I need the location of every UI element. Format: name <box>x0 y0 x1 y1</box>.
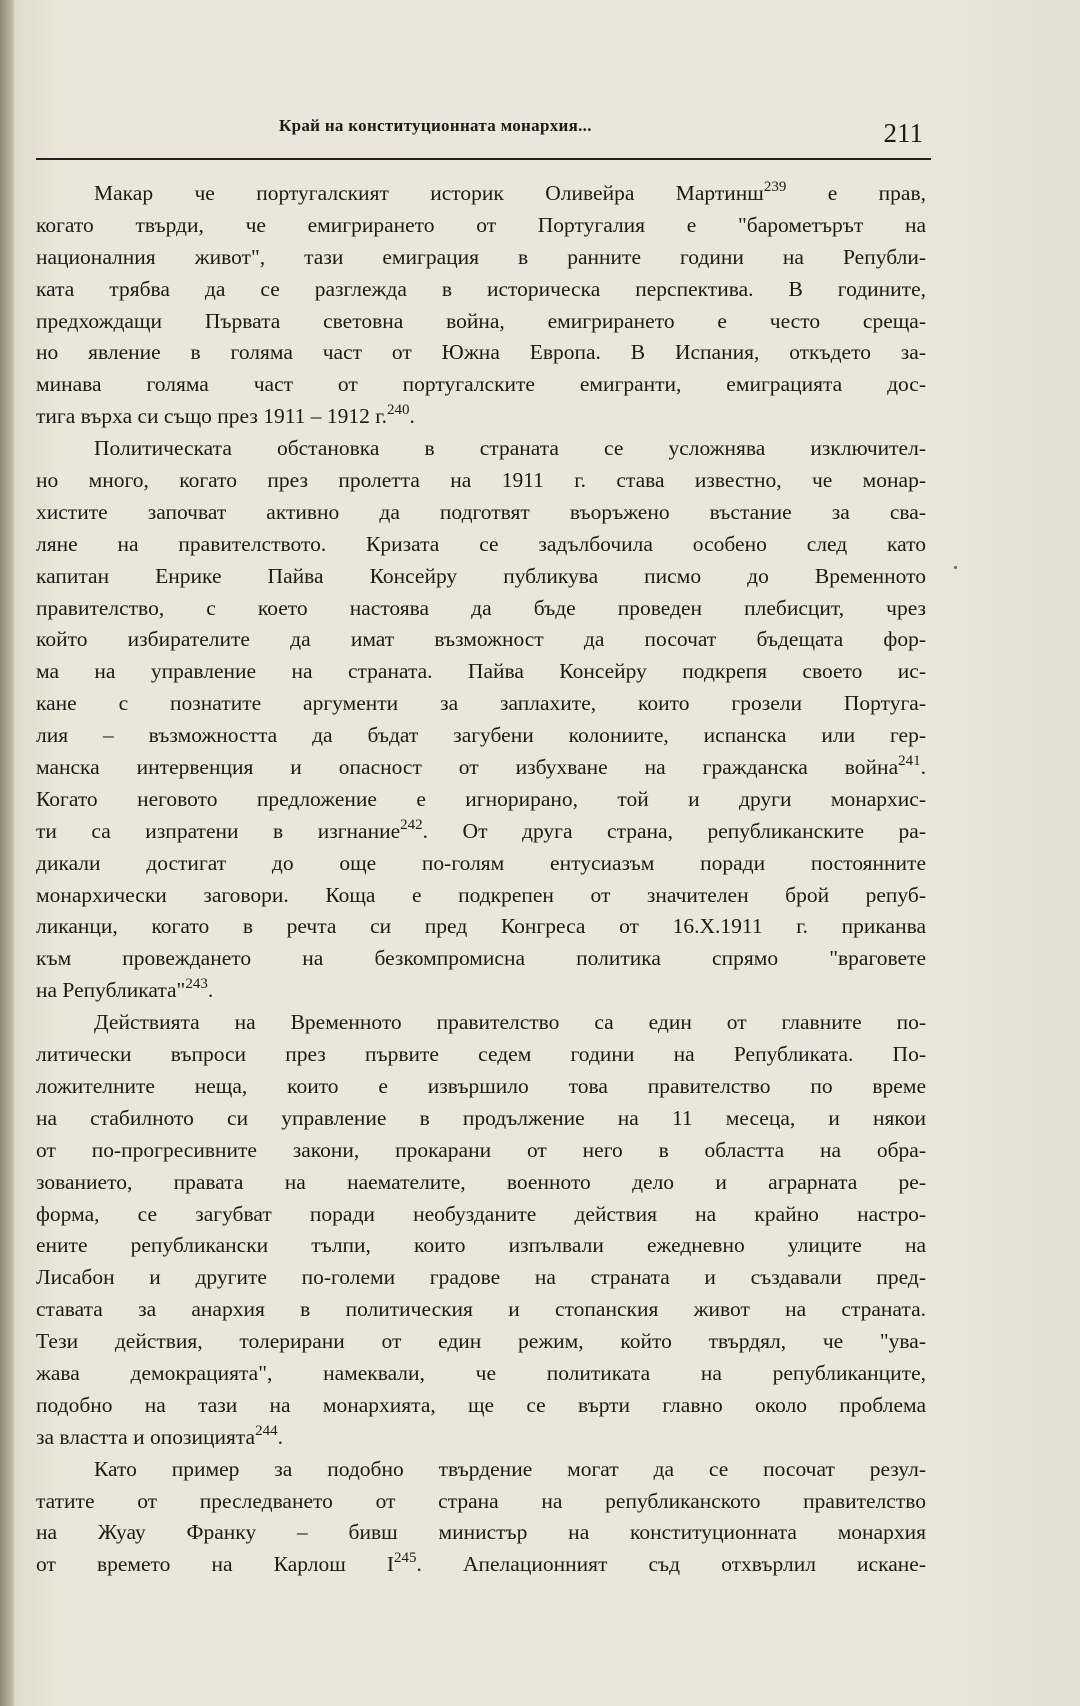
text-line <box>36 880 926 912</box>
text-run: от по-прогресивните закони, прокарани от него в областта на обра- <box>36 1137 926 1162</box>
footnote-ref: 240 <box>387 402 410 419</box>
text-run: Тези действия, толерирани от един режим, който твърдял, че "ува- <box>36 1329 926 1354</box>
text-line <box>36 1486 926 1518</box>
text-run: от времето на Карлош I <box>36 1552 395 1577</box>
footnote-ref: 243 <box>185 976 208 993</box>
text-run: лия – възможността да бъдат загубени колониите, испанска или гер- <box>36 723 926 748</box>
text-run: дикали достигат до още по-голям ентусиазъм поради постоянните <box>36 850 926 875</box>
text-run: е прав, <box>786 181 926 205</box>
paragraph <box>36 1454 926 1582</box>
paragraph <box>36 433 926 1007</box>
paragraph <box>36 1007 926 1453</box>
text-line <box>36 1358 926 1390</box>
text-line <box>36 1454 926 1486</box>
text-line <box>36 1167 926 1199</box>
text-line <box>36 1007 926 1039</box>
text-line <box>36 816 926 848</box>
text-line <box>36 465 926 497</box>
text-line <box>36 720 926 752</box>
text-run: ставата за анархия в политическия и стопанския живот на страната. <box>36 1297 926 1322</box>
text-run: Действията на Временното правителство са един от главните по- <box>94 1010 926 1035</box>
text-line <box>36 337 926 369</box>
text-line <box>36 529 926 561</box>
text-line <box>36 848 926 880</box>
footnote-ref: 245 <box>394 1550 417 1567</box>
text-run: за властта и опозицията <box>36 1424 256 1449</box>
text-line <box>36 1103 926 1135</box>
text-line <box>36 656 926 688</box>
text-line <box>36 1517 926 1549</box>
text-line <box>36 1039 926 1071</box>
body-text <box>36 178 926 1581</box>
text-run: когато твърди, че емигрирането от Португалия е "барометърът на <box>36 212 926 237</box>
text-run: ката трябва да се разглежда в историческа перспектива. В годините, <box>36 276 926 301</box>
text-run: Макар че португалският историк Оливейра Мартинш <box>94 181 764 205</box>
text-line <box>36 433 926 465</box>
text-line <box>36 561 926 593</box>
text-run: на стабилното си управление в продължение на 11 месеца, и някои <box>36 1105 926 1130</box>
text-line <box>36 1135 926 1167</box>
text-run: предхождащи Първата световна война, емигрирането е често среща- <box>36 308 926 333</box>
text-run: на Републиката" <box>36 978 186 1003</box>
text-line <box>36 242 926 274</box>
text-line <box>36 274 926 306</box>
text-line <box>36 688 926 720</box>
footnote-ref: 244 <box>255 1422 278 1439</box>
text-run: ените републикански тълпи, които изпълвали ежедневно улиците на <box>36 1233 926 1258</box>
text-run: ложителните неща, които е извършило това правителство по време <box>36 1073 926 1098</box>
text-line <box>36 306 926 338</box>
text-run: Когато неговото предложение е игнорирано, той и други монархис- <box>36 786 926 811</box>
text-run: манска интервенция и опасност от избухване на гражданска война <box>36 755 899 780</box>
text-run: . <box>277 1424 283 1449</box>
text-run: ляне на правителството. Кризата се задълбочила особено след като <box>36 531 926 556</box>
text-run: капитан Енрике Пайва Консейру публикува писмо до Временното <box>36 563 926 588</box>
text-line <box>36 1422 926 1454</box>
text-run: . <box>207 978 214 1003</box>
text-run: монархически заговори. Коща е подкрепен от значителен брой репуб- <box>36 882 926 907</box>
text-run: но много, когато през пролетта на 1911 г. става известно, че монар- <box>36 468 926 493</box>
text-run: националния живот", тази емиграция в ранните години на Републи- <box>36 244 926 269</box>
text-line <box>36 210 926 242</box>
text-run: . <box>409 404 415 429</box>
text-run: татите от преследването от страна на републиканското правителство <box>36 1488 926 1513</box>
page-number: 211 <box>883 118 923 148</box>
footnote-ref: 242 <box>400 816 423 833</box>
text-run: към провеждането на безкомпромисна политика спрямо "враговете <box>36 946 926 971</box>
text-line <box>36 369 926 401</box>
text-run: ти са изпратени в изгнание <box>36 818 401 843</box>
text-run: подобно на тази на монархията, ще се върти главно около проблема <box>36 1392 926 1417</box>
text-line <box>36 1549 926 1581</box>
text-run: Политическата обстановка в страната се усложнява изключител- <box>94 436 926 461</box>
text-run: ликанци, когато в речта си пред Конгреса от 16.X.1911 г. приканва <box>36 914 926 939</box>
text-run: на Жуау Франку – бивш министър на конституционната монархия <box>36 1520 926 1545</box>
text-run: форма, се загубват поради необузданите действия на крайно настро- <box>36 1201 926 1226</box>
text-line <box>36 752 926 784</box>
text-line <box>36 1294 926 1326</box>
text-line <box>36 497 926 529</box>
text-line <box>36 1262 926 1294</box>
paragraph <box>36 178 926 433</box>
text-run: зованието, правата на наемателите, военното дело и аграрната ре- <box>36 1169 926 1194</box>
text-line <box>36 1199 926 1231</box>
text-run: литически въпроси през първите седем години на Републиката. По- <box>36 1042 926 1067</box>
text-line <box>36 1230 926 1262</box>
text-run: но явление в голяма част от Южна Европа. В Испания, откъдето за- <box>36 340 926 365</box>
text-line <box>36 1071 926 1103</box>
text-run: ма на управление на страната. Пайва Консейру подкрепя своето ис- <box>36 659 926 684</box>
running-head <box>36 108 931 160</box>
text-line <box>36 624 926 656</box>
text-line <box>36 784 926 816</box>
text-run: правителство, с което настоява да бъде проведен плебисцит, чрез <box>36 595 926 620</box>
footnote-ref: 239 <box>763 179 787 195</box>
text-run: тига върха си също през 1911 – 1912 г. <box>36 404 388 429</box>
text-run: . Апелационният съд отхвърлил искане- <box>416 1552 926 1577</box>
text-run: . От друга страна, републиканските ра- <box>422 818 926 843</box>
text-run: хистите започват активно да подготвят въоръжено въстание за сва- <box>36 499 926 524</box>
binding-shadow <box>0 0 14 1706</box>
text-run: . <box>920 755 926 780</box>
text-line <box>36 911 926 943</box>
running-title: Край на конституционната монархия... <box>279 116 592 135</box>
text-run: който избирателите да имат възможност да посочат бъдещата фор- <box>36 627 926 652</box>
text-line <box>36 178 926 210</box>
text-run: жава демокрацията", намеквали, че политиката на републиканците, <box>36 1360 926 1385</box>
text-run: Лисабон и другите по-големи градове на страната и създавали пред- <box>36 1265 926 1290</box>
text-line <box>36 1390 926 1422</box>
text-run: минава голяма част от португалските емигранти, емиграцията дос- <box>36 372 926 397</box>
text-run: кане с познатите аргументи за заплахите, които грозели Португа- <box>36 691 926 716</box>
text-line <box>36 943 926 975</box>
text-line <box>36 401 926 433</box>
page-speck <box>954 566 957 569</box>
text-line <box>36 593 926 625</box>
text-line <box>36 975 926 1007</box>
text-line <box>36 1326 926 1358</box>
text-run: Като пример за подобно твърдение могат да се посочат резул- <box>94 1456 926 1481</box>
footnote-ref: 241 <box>898 753 921 770</box>
